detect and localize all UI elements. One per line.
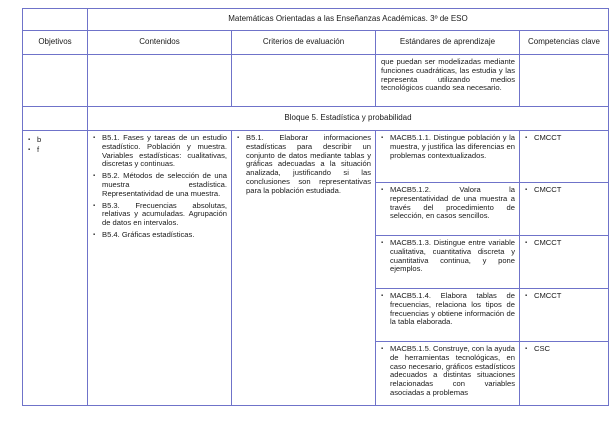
competencia-text: CMCCT [534,291,562,300]
estandar-text: MACB5.1.4. Elabora tablas de frecuencias, relaciona los tipos de frecuencias y obtiene información de la tabla elaborada. [390,291,515,327]
bullet-icon: ▪ [93,173,96,180]
column-header-contenidos: Contenidos [88,31,232,55]
table-title: Matemáticas Orientadas a las Enseñanzas Académicas. 3º de ESO [88,9,609,31]
criterios-cell [232,131,376,406]
objetivo-text: f [37,144,40,154]
contenido-text: B5.4. Gráficas estadísticas. [102,229,195,239]
contenidos-cell [88,131,232,406]
competencia-text: CSC [534,344,551,353]
estandar-text: MACB5.1.2. Valora la representatividad de una muestra a través del procedimiento de selección, en casos sencillos. [390,185,515,221]
estandar-text: MACB5.1.1. Distingue población y la muestra, y justifica las diferencias en problemas contextualizados. [390,133,515,160]
continuation-empty-cell [88,55,232,107]
criterio-item [237,134,371,196]
block-title: Bloque 5. Estadística y probabilidad [88,107,609,131]
competencia-item [520,342,608,405]
objetivo-item [28,146,85,155]
bullet-icon: ▪ [525,187,528,193]
contenido-text: B5.3. Frecuencias absolutas, relativas y acumuladas. Agrupación de datos en intervalos. [102,200,227,228]
contenido-item [93,134,227,169]
block-empty-cell [23,107,88,131]
column-header-objetivos: Objetivos [23,31,88,55]
competencia-item [520,236,608,289]
contenido-item [93,231,227,240]
bullet-icon: ▪ [28,137,31,143]
estandar-item [376,236,519,289]
column-header-criterios: Criterios de evaluación [232,31,376,55]
contenido-item [93,172,227,198]
bullet-icon: ▪ [525,135,528,141]
bullet-icon: ▪ [28,146,31,153]
competencia-text: CMCCT [534,238,562,247]
estandares-cell [376,131,520,406]
column-header-competencias: Competencias clave [520,31,609,55]
estandar-text: MACB5.1.3. Distingue entre variable cualitativa, cuantitativa discreta y cuantitativa continua, y pone ejemplos. [390,238,515,274]
bullet-icon: ▪ [93,202,96,209]
contenido-text: B5.2. Métodos de selección de una muestra estadística. Representatividad de una muestra. [102,171,227,198]
bullet-icon: ▪ [237,135,240,141]
bullet-icon: ▪ [381,346,384,352]
bullet-icon: ▪ [525,240,528,246]
competencia-item [520,289,608,342]
continuation-standard-text: que puedan ser modelizadas mediante funciones cuadráticas, las estudia y las representa utilizando medios tecnológicos cuando sea necesario. [381,57,515,93]
bullet-icon: ▪ [525,346,528,352]
competencia-text: CMCCT [534,133,562,142]
header-empty-cell [23,9,88,31]
contenido-item [93,202,227,228]
competencia-item [520,131,608,183]
continuation-standard-cell [376,55,520,107]
bullet-icon: ▪ [381,293,384,299]
estandar-item [376,289,519,342]
estandar-item [376,131,519,183]
contenido-text: B5.1. Fases y tareas de un estudio estadístico. Población y muestra. Variables estadísticas: cualitativas, discretas y continuas. [102,133,227,169]
bullet-icon: ▪ [93,231,96,238]
continuation-empty-cell [232,55,376,107]
continuation-empty-cell [520,55,609,107]
competencia-text: CMCCT [534,185,562,194]
bullet-icon: ▪ [381,135,384,141]
objetivo-item [28,136,85,145]
estandar-item [376,342,519,405]
objetivos-cell [23,131,88,406]
estandar-item [376,183,519,236]
estandar-text: MACB5.1.5. Construye, con la ayuda de herramientas tecnológicas, en caso necesario, gráficos estadísticos adecuados a distintas situaciones relacionadas con variables asociadas a problemas [390,344,515,397]
bullet-icon: ▪ [93,135,96,141]
competencias-cell [520,131,609,406]
curriculum-table [22,8,609,406]
criterio-text: B5.1. Elaborar informaciones estadísticas para describir un conjunto de datos mediante tablas y gráficas adecuadas a la situación analizada, justificando si las conclusiones son representativas para la población estudiada. [246,133,371,195]
bullet-icon: ▪ [525,293,528,299]
bullet-icon: ▪ [381,240,384,246]
competencia-item [520,183,608,236]
continuation-empty-cell [23,55,88,107]
column-header-estandares: Estándares de aprendizaje [376,31,520,55]
objetivo-text: b [37,135,42,144]
bullet-icon: ▪ [381,187,384,193]
